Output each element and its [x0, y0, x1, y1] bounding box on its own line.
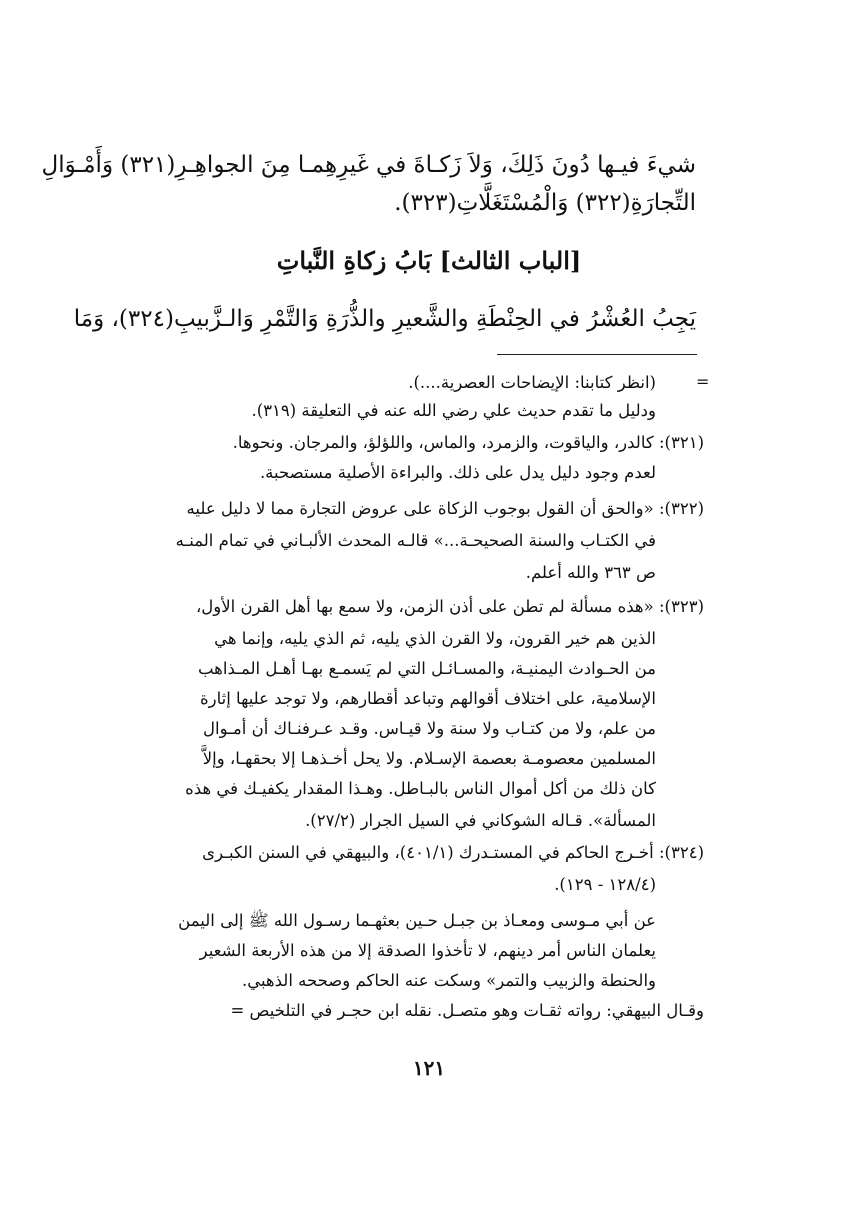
footnote-line: المسألة». قـاله الشوكاني في السيل الجرار (٢٧/٢). — [305, 811, 656, 830]
continuation-mark: = — [696, 372, 710, 391]
footnote-line: كان ذلك من أكل أموال الناس بالبـاطل. وهـذا المقدار يكفيـك في هذه — [185, 779, 656, 798]
footnote-line: ص ٣٦٣ والله أعلم. — [525, 563, 656, 582]
footnote-line: في الكتـاب والسنة الصحيحـة...» قالـه المحدث الألبـاني في تمام المنـه — [175, 531, 656, 550]
footnote-line: من الحـوادث اليمنيـة، والمسـائـل التي لم يَسمـع بهـا أهـل المـذاهب — [197, 659, 656, 678]
main-text-line-3: يَجِبُ العُشْرُ في الحِنْطَةِ والشَّعيرِ والذُّرَةِ وَالتَّمْرِ وَالـزَّبيبِ(٣٢٤)، وَمَا — [73, 306, 696, 332]
footnote-divider — [497, 354, 697, 355]
footnote-line: عن أبي مـوسى ومعـاذ بن جبـل حـين بعثهـما رسـول الله ﷺ إلى اليمن — [178, 911, 656, 930]
footnote-line: ودليل ما تقدم حديث علي رضي الله عنه في التعليقة (٣١٩). — [251, 401, 656, 420]
footnote-line: وقـال البيهقي: رواته ثقـات وهو متصـل. نقله ابن حجـر في التلخيص = — [230, 1001, 704, 1020]
main-text-line-1: شيءَ فيـها دُونَ ذَلِكَ، وَلاَ زَكـاةَ في غَيرِهِمـا مِنَ الجواهِـرِ(٣٢١) وَأَمْـوَالِ — [41, 152, 696, 178]
chapter-heading: [الباب الثالث] بَابُ زكاةِ النَّباتِ — [276, 246, 582, 275]
footnote-line: (٣٢١): كالدر، والياقوت، والزمرد، والماس، واللؤلؤ، والمرجان. ونحوها. — [232, 433, 704, 452]
footnote-line: المسلمين معصومـة بعصمة الإسـلام. ولا يحل أخـذهـا إلا بحقهـا، وإلاَّ — [202, 749, 656, 768]
footnote-line: يعلمان الناس أمر دينهم، لا تأخذوا الصدقة إلا من هذه الأربعة الشعير — [199, 941, 656, 960]
footnote-line: الذين هم خير القرون، ولا القرن الذي يليه، ثم الذي يليه، وإنما هي — [214, 629, 656, 648]
footnote-line: (١٢٨/٤ - ١٢٩). — [554, 875, 656, 894]
footnote-line: (انظر كتابنا: الإيضاحات العصرية....). — [408, 373, 656, 392]
page-number: ١٢١ — [412, 1056, 446, 1080]
footnote-line: والحنطة والزبيب والتمر» وسكت عنه الحاكم وصححه الذهبي. — [241, 971, 656, 990]
footnote-line: (٣٢٢): «والحق أن القول بوجوب الزكاة على عروض التجارة مما لا دليل عليه — [186, 499, 704, 518]
footnote-line: الإسلامية، على اختلاف أقوالهم وتباعد أقطارهم، ولا توجد عليها إثارة — [200, 689, 656, 708]
footnote-line: لعدم وجود دليل يدل على ذلك. والبراءة الأصلية مستصحبة. — [259, 463, 656, 482]
footnote-line: من علم، ولا من كتـاب ولا سنة ولا قيـاس. وقـد عـرفنـاك أن أمـوال — [203, 719, 656, 738]
footnote-line: (٣٢٤): أخـرج الحاكم في المستـدرك (٤٠١/١)، والبيهقي في السنن الكبـرى — [202, 843, 704, 862]
footnote-line: (٣٢٣): «هذه مسألة لم تطن على أذن الزمن، ولا سمع بها أهل القرن الأول، — [195, 597, 704, 616]
main-text-line-2: التِّجارَةِ(٣٢٢) وَالْمُسْتَغَلَّاتِ(٣٢٣). — [394, 190, 696, 216]
